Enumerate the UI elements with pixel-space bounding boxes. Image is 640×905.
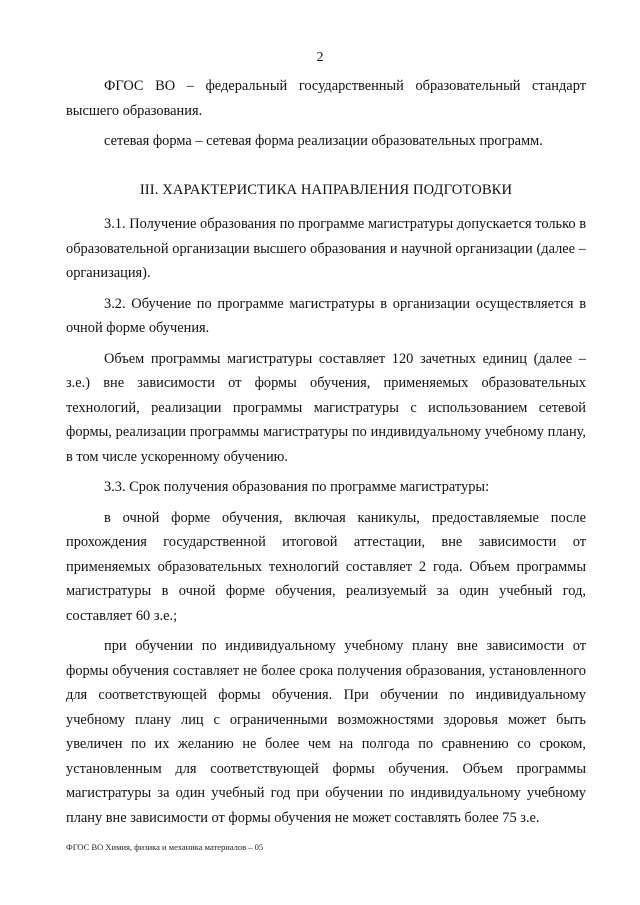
page-number: 2 [316, 50, 324, 65]
definition-fgos: ФГОС ВО – федеральный государственный образовательный стандарт высшего образования. [66, 78, 586, 119]
paragraph-volume: Объем программы магистратуры составляет 120 зачетных единиц (далее – з.е.) вне зависимости от формы обучения, применяемых образовательных технологий, реализации программы магистратуры с использованием сетевой формы, реализации программы магистратуры по индивидуальному учебному плану, в том числе ускоренному обучению. [66, 350, 586, 465]
paragraph-individual-plan: при обучении по индивидуальному учебному плану вне зависимости от формы обучения составляет не более срока получения образования, установленного для соответствующей формы обучения. При обучении по индивидуальному учебному плану лиц с ограниченными возможностями здоровья может быть увеличен по их желанию не более чем на полгода по сравнению со сроком, установленным для соответствующей формы обучения. Объем программы магистратуры за один учебный год при обучении по индивидуальному учебному плану вне зависимости от формы обучения не может составлять более 75 з.е. [66, 638, 586, 826]
page-content [66, 74, 586, 830]
document-footer: ФГОС ВО Химия, физика и механика материалов – 05 [66, 842, 264, 852]
paragraph-full-time: в очной форме обучения, включая каникулы, предоставляемые после прохождения государственной итоговой аттестации, вне зависимости от применяемых образовательных технологий составляет 2 года. Объем программы магистратуры в очной форме обучения, реализуемый за один учебный год, составляет 60 з.е.; [66, 509, 586, 624]
definition-network-form: сетевая форма – сетевая форма реализации образовательных программ. [104, 133, 543, 149]
paragraph-3-1: 3.1. Получение образования по программе магистратуры допускается только в образовательной организации высшего образования и научной организации (далее – организация). [66, 216, 586, 281]
section-heading: III. ХАРАКТЕРИСТИКА НАПРАВЛЕНИЯ ПОДГОТОВКИ [139, 181, 513, 198]
paragraph-3-3: 3.3. Срок получения образования по программе магистратуры: [104, 479, 490, 495]
paragraph-3-2: 3.2. Обучение по программе магистратуры в организации осуществляется в очной форме обучения. [66, 295, 586, 336]
